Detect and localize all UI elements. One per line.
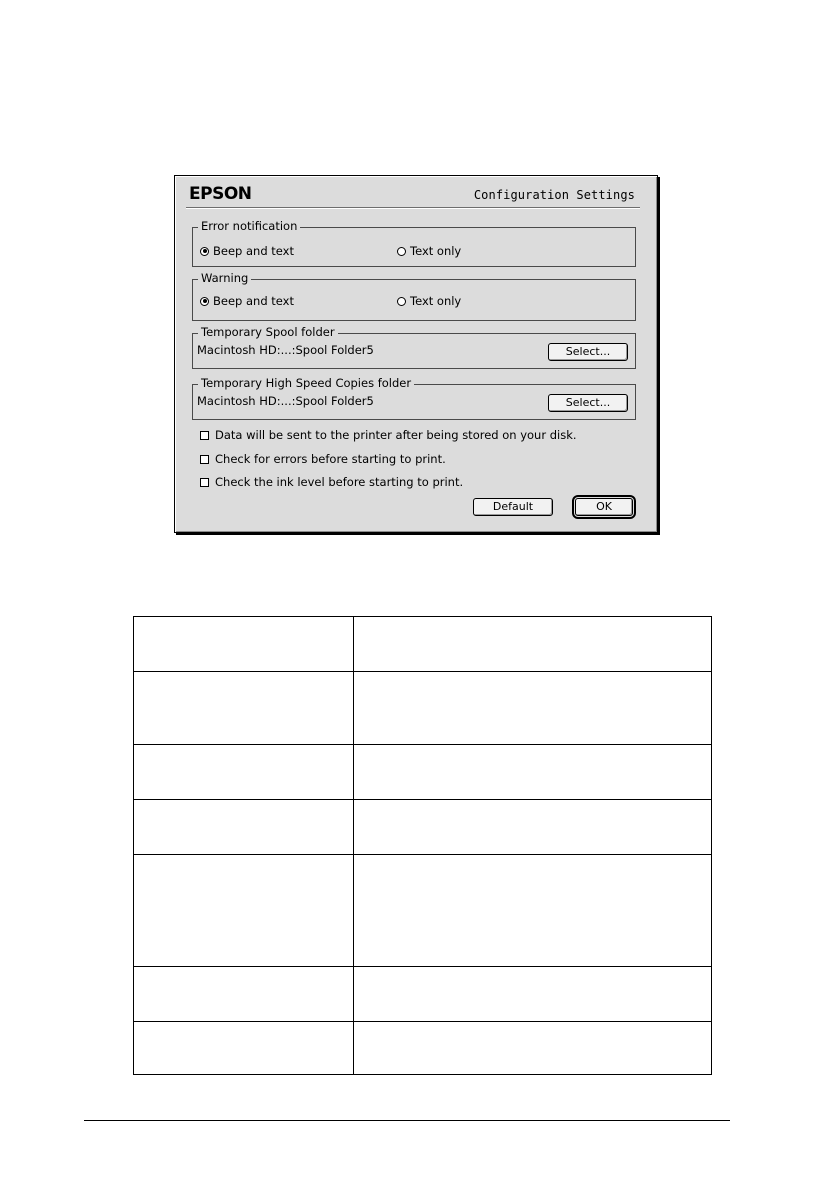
table-row-divider [134, 1021, 711, 1022]
warning-legend: Warning [198, 271, 251, 285]
spool-folder-group [192, 325, 636, 369]
error-beep-and-text-radio[interactable] [200, 244, 294, 258]
radio-selected-icon [200, 297, 209, 306]
configuration-settings-dialog [174, 175, 658, 533]
dialog-title: Configuration Settings [473, 188, 635, 202]
high-speed-copies-folder-group [192, 376, 636, 420]
checkbox-icon [200, 455, 209, 464]
high-speed-copies-folder-path: Macintosh HD:...:Spool Folder5 [197, 394, 374, 408]
title-divider [186, 207, 640, 209]
checkbox-label: Data will be sent to the printer after being stored on your disk. [215, 428, 577, 442]
check-ink-level-checkbox[interactable] [200, 475, 463, 489]
table-column-divider [353, 617, 354, 1074]
warning-text-only-radio[interactable] [397, 294, 461, 308]
checkbox-label: Check the ink level before starting to print. [215, 475, 464, 489]
store-on-disk-checkbox[interactable] [200, 428, 577, 442]
error-notification-legend: Error notification [198, 219, 300, 233]
table-row-divider [134, 671, 711, 672]
checkbox-icon [200, 478, 209, 487]
radio-label: Beep and text [213, 244, 294, 258]
error-notification-group [192, 219, 636, 267]
check-errors-checkbox[interactable] [200, 452, 446, 466]
high-speed-copies-folder-legend: Temporary High Speed Copies folder [198, 376, 414, 390]
epson-logo: EPSON [189, 184, 252, 204]
radio-unselected-icon [397, 297, 406, 306]
radio-label: Text only [410, 244, 462, 258]
warning-group [192, 271, 636, 321]
radio-unselected-icon [397, 247, 406, 256]
footer-divider [84, 1120, 730, 1121]
radio-selected-icon [200, 247, 209, 256]
ok-button[interactable]: OK [575, 498, 633, 516]
radio-label: Text only [410, 294, 462, 308]
spool-folder-legend: Temporary Spool folder [198, 325, 338, 339]
checkbox-icon [200, 431, 209, 440]
settings-table [133, 616, 712, 1075]
error-text-only-radio[interactable] [397, 244, 461, 258]
checkbox-label: Check for errors before starting to print. [215, 452, 446, 466]
default-button[interactable]: Default [473, 498, 553, 516]
table-row-divider [134, 744, 711, 745]
radio-label: Beep and text [213, 294, 294, 308]
high-speed-copies-select-button[interactable]: Select... [548, 394, 628, 412]
table-row-divider [134, 966, 711, 967]
table-row-divider [134, 854, 711, 855]
warning-beep-and-text-radio[interactable] [200, 294, 294, 308]
spool-folder-path: Macintosh HD:...:Spool Folder5 [197, 343, 374, 357]
table-row-divider [134, 799, 711, 800]
spool-folder-select-button[interactable]: Select... [548, 343, 628, 361]
